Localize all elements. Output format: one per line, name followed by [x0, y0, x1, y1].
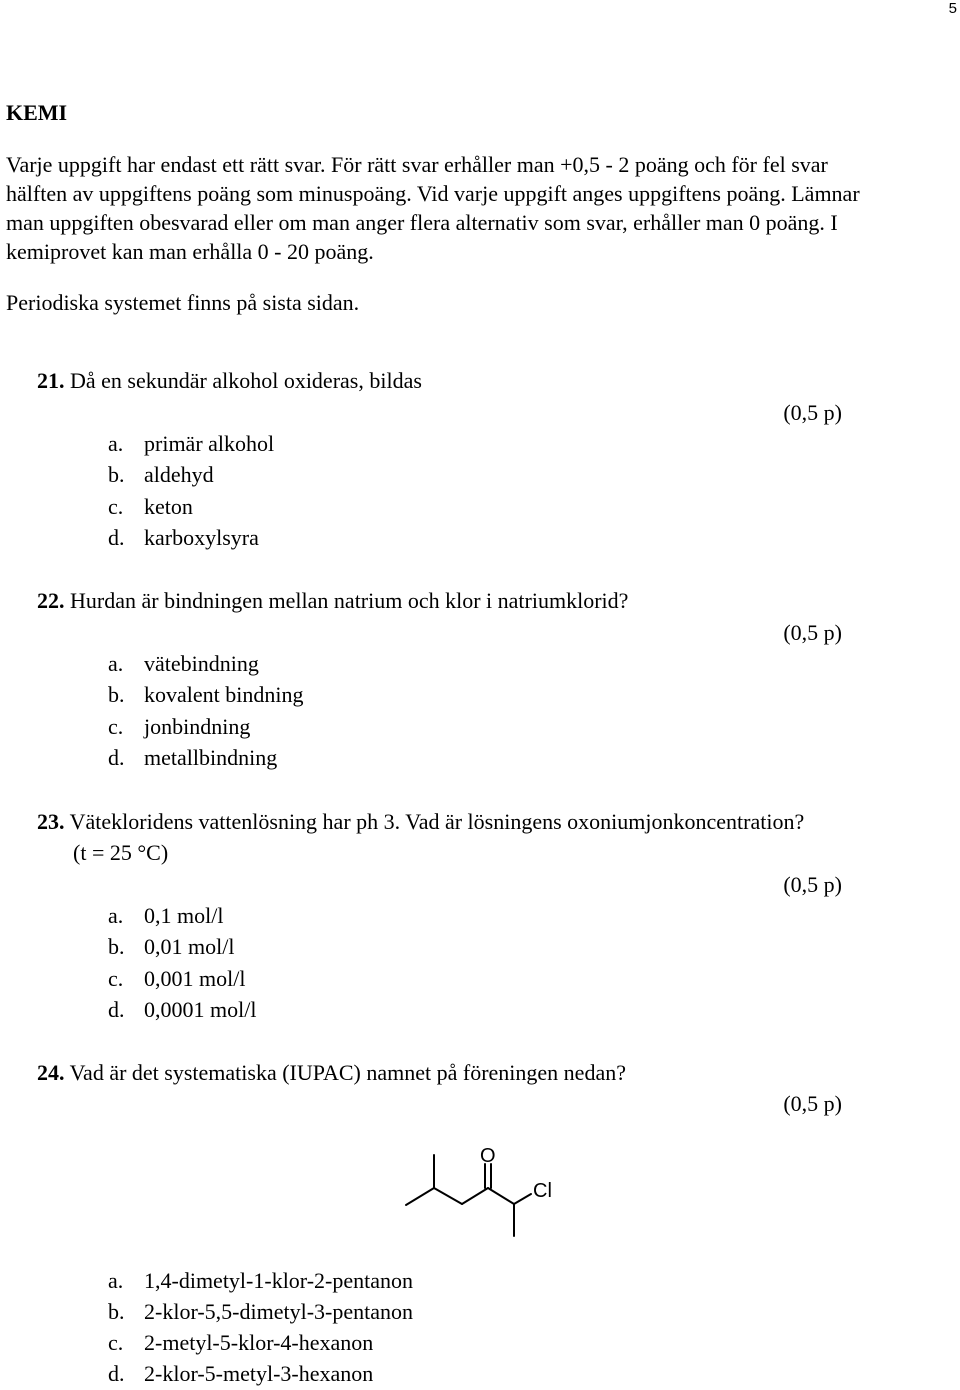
intro-line: Varje uppgift har endast ett rätt svar. För rätt svar erhåller man +0,5 - 2 poäng och för fel svar	[6, 152, 828, 177]
option-letter: c.	[108, 1330, 124, 1355]
question-text: Hurdan är bindningen mellan natrium och klor i natriumklorid?	[70, 588, 629, 613]
option-letter: d.	[108, 525, 125, 550]
section-heading: KEMI	[6, 100, 68, 125]
option-letter: c.	[108, 714, 124, 739]
answer-option-a[interactable]	[108, 648, 259, 680]
answer-option-c[interactable]	[108, 1327, 373, 1359]
answer-option-c[interactable]	[108, 963, 245, 995]
option-letter: d.	[108, 1361, 125, 1386]
option-text: 1,4-dimetyl-1-klor-2-pentanon	[144, 1268, 413, 1293]
answer-option-c[interactable]	[108, 711, 250, 743]
option-letter: a.	[108, 431, 124, 456]
chlorine-atom-label: Cl	[533, 1180, 552, 1202]
question-text: Vätekloridens vattenlösning har ph 3. Vad är lösningens oxoniumjonkoncentration?	[69, 809, 805, 834]
answer-option-a[interactable]	[108, 900, 223, 932]
option-letter: b.	[108, 682, 125, 707]
option-text: metallbindning	[144, 745, 278, 770]
question-text: Vad är det systematiska (IUPAC) namnet på föreningen nedan?	[69, 1060, 626, 1085]
question-text-continued: (t = 25 °C)	[73, 840, 169, 865]
question-text: Då en sekundär alkohol oxideras, bildas	[70, 368, 422, 393]
option-text: kovalent bindning	[144, 682, 304, 707]
option-text: karboxylsyra	[144, 525, 259, 550]
option-letter: c.	[108, 966, 124, 991]
option-text: vätebindning	[144, 651, 259, 676]
answer-option-d[interactable]	[108, 994, 256, 1026]
option-text: 0,001 mol/l	[144, 966, 246, 991]
answer-option-b[interactable]	[108, 1296, 413, 1328]
intro-line: kemiprovet kan man erhålla 0 - 20 poäng.	[6, 239, 374, 264]
intro-line: man uppgiften obesvarad eller om man anger flera alternativ som svar, erhåller man 0 poäng. I	[6, 210, 838, 235]
question-points: (0,5 p)	[783, 872, 842, 897]
option-letter: a.	[108, 1268, 124, 1293]
periodic-table-note: Periodiska systemet finns på sista sidan.	[6, 290, 360, 315]
intro-line: hälften av uppgiftens poäng som minuspoäng. Vid varje uppgift anges uppgiftens poäng. Lämnar	[6, 181, 860, 206]
option-letter: c.	[108, 494, 124, 519]
option-text: aldehyd	[144, 462, 214, 487]
option-text: keton	[144, 494, 193, 519]
option-letter: a.	[108, 651, 124, 676]
answer-option-b[interactable]	[108, 459, 214, 491]
question-number: 22.	[37, 588, 65, 613]
bond-line	[406, 1188, 434, 1205]
question-points: (0,5 p)	[783, 620, 842, 645]
option-text: 2-klor-5-metyl-3-hexanon	[144, 1361, 374, 1386]
option-letter: b.	[108, 462, 125, 487]
answer-option-d[interactable]	[108, 522, 259, 554]
question-number: 24.	[37, 1060, 65, 1085]
option-text: 2-metyl-5-klor-4-hexanon	[144, 1330, 374, 1355]
answer-option-d[interactable]	[108, 1358, 373, 1390]
bond-line	[462, 1188, 488, 1204]
question-points: (0,5 p)	[783, 400, 842, 425]
option-letter: a.	[108, 903, 124, 928]
answer-option-d[interactable]	[108, 742, 277, 774]
question-points: (0,5 p)	[783, 1091, 842, 1116]
answer-option-c[interactable]	[108, 491, 193, 523]
bond-line	[488, 1188, 514, 1204]
answer-option-a[interactable]	[108, 428, 274, 460]
option-text: 0,1 mol/l	[144, 903, 224, 928]
option-text: 2-klor-5,5-dimetyl-3-pentanon	[144, 1299, 413, 1324]
bond-line	[514, 1194, 531, 1204]
option-text: 0,01 mol/l	[144, 934, 235, 959]
answer-option-b[interactable]	[108, 679, 303, 711]
option-letter: b.	[108, 934, 125, 959]
option-letter: b.	[108, 1299, 125, 1324]
oxygen-atom-label: O	[480, 1145, 496, 1167]
question-stem	[37, 1057, 626, 1089]
question-number: 23.	[37, 809, 65, 834]
skeletal-structure-diagram	[390, 1140, 570, 1245]
question-stem	[37, 365, 422, 397]
answer-option-a[interactable]	[108, 1265, 413, 1297]
option-letter: d.	[108, 745, 125, 770]
question-number: 21.	[37, 368, 65, 393]
question-stem	[37, 806, 804, 838]
option-letter: d.	[108, 997, 125, 1022]
option-text: jonbindning	[144, 714, 251, 739]
answer-option-b[interactable]	[108, 931, 234, 963]
bond-line	[434, 1188, 462, 1204]
option-text: primär alkohol	[144, 431, 275, 456]
question-stem	[37, 585, 628, 617]
option-text: 0,0001 mol/l	[144, 997, 257, 1022]
page-number: 5	[948, 0, 957, 17]
